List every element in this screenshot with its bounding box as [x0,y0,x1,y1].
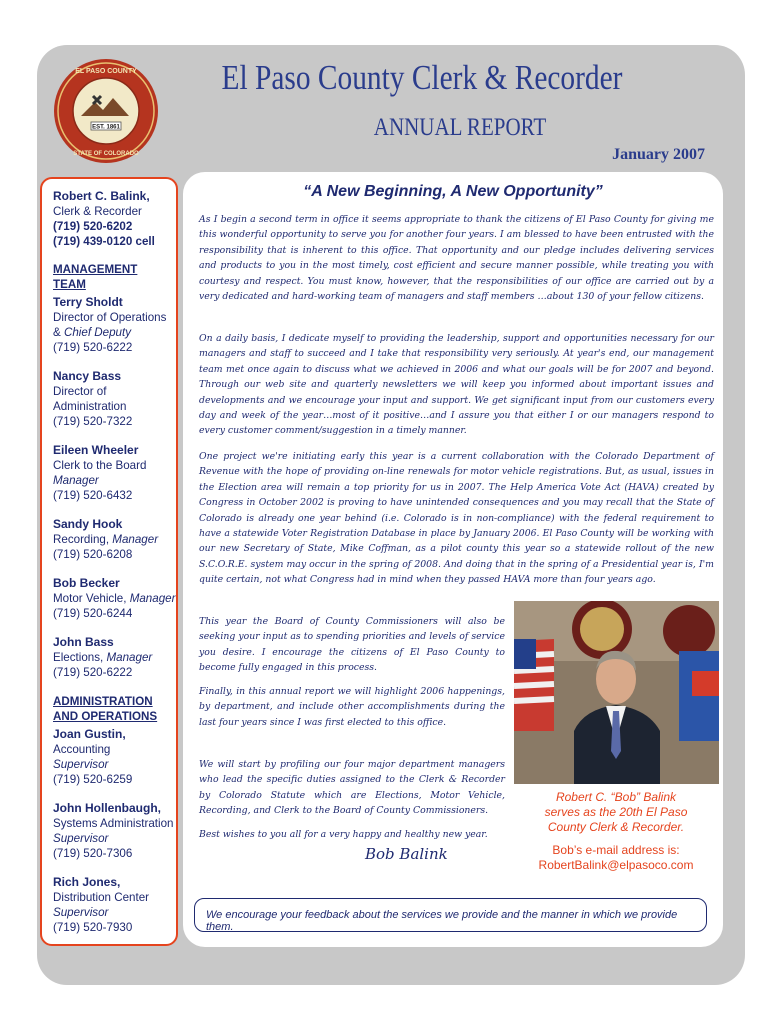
admin-heading [53,694,176,724]
article-paragraph: On a daily basis, I dedicate myself to providing the leadership, support and opportunities necessary for our managers and staff to succeed and I take that responsibility very seriously. At year's end, our management team met once again to discuss what we achieved in 2006 and what our goals will be for 2007 and beyond. Through our web site and quarterly newsletters we will keep you informed about important issues and developments and we encourage your input and support. We get significant input from our customers every day and week of the year…most of it positive…and I assure you that either I or our managers respond to every customer comment/suggestion in a timely manner. [199,333,714,437]
staff-entry [53,727,176,787]
staff-dept: Elections, [53,651,107,664]
clerk-phone: (719) 520-6202 [53,220,133,233]
staff-entry [53,635,176,680]
article-headline: “A New Beginning, A New Opportunity” [303,183,603,200]
staff-role: Clerk to the Board [53,459,147,472]
signature: Bob Balink [365,845,448,863]
caption-line: County Clerk & Recorder. [547,820,685,834]
staff-name: John Bass [53,635,114,649]
staff-role: Director of Operations [53,311,167,324]
email-address[interactable]: RobertBalink@elpasoco.com [538,858,694,872]
article-paragraph: We will start by profiling our four major department managers who lead the specific duties assigned to the Clerk & Recorder by Colorado Statute which are Elections, Motor Vehicle, Recording, and Clerk to the Board of County Commissioners. [199,759,505,817]
caption-line: Robert C. “Bob” Balink [555,790,677,804]
caption-line: serves as the 20th El Paso [544,805,688,819]
staff-role-title: Supervisor [53,832,109,845]
staff-phone: (719) 520-6222 [53,666,133,679]
staff-role [53,532,176,547]
management-heading [53,262,176,292]
staff-entry [53,517,176,562]
staff-role [53,650,176,665]
feedback-box: We encourage your feedback about the services we provide and the manner in which we provide them. [194,898,707,932]
article-paragraph: This year the Board of County Commissioners will also be seeking your input as to spending priorities and levels of service you desire. I encourage the citizens of El Paso County to become fully engaged in this process. [199,616,505,674]
clerk-title: Clerk & Recorder [53,205,142,218]
staff-role [53,591,176,606]
clerk-name: Robert C. Balink, [53,189,150,203]
staff-phone: (719) 520-7930 [53,921,133,934]
staff-name: Terry Sholdt [53,295,123,309]
management-heading-line2: TEAM [53,278,86,291]
article-paragraph: Finally, in this annual report we will highlight 2006 happenings, by department, and include other accomplishments during the last four years since I was first elected to this office. [199,686,505,728]
svg-text:EST. 1861: EST. 1861 [92,124,120,131]
staff-entry [53,369,176,429]
page-title: El Paso County Clerk & Recorder [221,58,623,97]
staff-name: Bob Becker [53,576,120,590]
staff-phone: (719) 520-7322 [53,415,133,428]
management-heading-line1: MANAGEMENT [53,263,138,276]
staff-role-prefix: & [53,326,64,339]
staff-role-title: Supervisor [53,758,109,771]
staff-entry [53,801,176,861]
staff-role-title: Manager [129,592,176,605]
staff-name: Eileen Wheeler [53,443,139,457]
staff-sidebar [40,177,178,946]
email-label: Bob’s e-mail address is: [552,843,680,857]
staff-entry [53,576,176,621]
clerk-contact [53,189,176,249]
staff-role [53,325,176,340]
staff-dept: Recording, [53,533,113,546]
article-paragraph: One project we're initiating early this year is a current collaboration with the Colorado Department of Revenue with the hope of providing on-line renewals for motor vehicle registrations. But, as usual, issues in the Election area will remain a top priority for us in 2007. The Help America Vote Act (HAVA) created by Congress in October 2002 is proving to have unintended consequences and you may recall that the State of Colorado is already one year behind (i.e. Colorado is in non-compliance) with the federal requirement to have a statewide Voter Registration Database in place by January 2006. El Paso County will be working with our new Secretary of State, Mike Coffman, as a pilot county this year so a statewide rollout of the new S.C.O.R.E. system may occur in the spring of 2008. And doing that in the spring of a Presidential year is, I'm quite certain, not what Congress had in mind when they passed HAVA more than four years ago. [199,451,714,586]
portrait-photo [514,601,719,784]
svg-text:STATE OF COLORADO: STATE OF COLORADO [73,151,139,157]
staff-name: Joan Gustin, [53,727,126,741]
staff-phone: (719) 520-7306 [53,847,133,860]
county-seal-logo [53,58,159,164]
clerk-cell: (719) 439-0120 cell [53,235,155,248]
email-block [516,843,716,873]
staff-name: Rich Jones, [53,875,121,889]
staff-phone: (719) 520-6432 [53,489,133,502]
staff-role-title: Manager [53,474,99,487]
staff-role: Director of [53,385,107,398]
staff-role-title: Manager [106,651,153,664]
staff-role: Systems Administration [53,817,174,830]
staff-role-title: Supervisor [53,906,109,919]
photo-caption [516,790,716,835]
staff-role-title: Chief Deputy [63,326,131,339]
staff-entry [53,295,176,355]
admin-heading-line1: ADMINISTRATION [53,695,153,708]
staff-role: Accounting [53,743,111,756]
staff-name: John Hollenbaugh, [53,801,161,815]
staff-phone: (719) 520-6208 [53,548,133,561]
article-paragraph: As I begin a second term in office it seems appropriate to thank the citizens of El Paso County for giving me this wonderful opportunity to serve you for another four years. I am blessed to have been entrusted with the responsibility that is inherent to this office. That opportunity and our pledge includes delivering services and products to you in the most timely, cost efficient and secure manner possible, while treating you with courtesy and respect. You must know, however, that the responsibilities of our office are carried out by a very dedicated and hard-working team of managers and staff members …about 130 of your fellow citizens. [199,214,714,303]
staff-entry [53,443,176,503]
article-paragraph: Best wishes to you all for a very happy and healthy new year. [199,829,488,840]
staff-role-title: Manager [112,533,159,546]
staff-role: Distribution Center [53,891,150,904]
staff-phone: (719) 520-6244 [53,607,133,620]
staff-role: Administration [53,400,127,413]
staff-phone: (719) 520-6259 [53,773,133,786]
staff-dept: Motor Vehicle, [53,592,130,605]
report-date: January 2007 [612,146,705,163]
staff-name: Sandy Hook [53,517,123,531]
staff-name: Nancy Bass [53,369,122,383]
staff-entry [53,875,176,935]
staff-phone: (719) 520-6222 [53,341,133,354]
svg-text:EL PASO COUNTY: EL PASO COUNTY [75,68,137,75]
admin-heading-line2: AND OPERATIONS [53,710,158,723]
report-subtitle: ANNUAL REPORT [373,114,547,141]
